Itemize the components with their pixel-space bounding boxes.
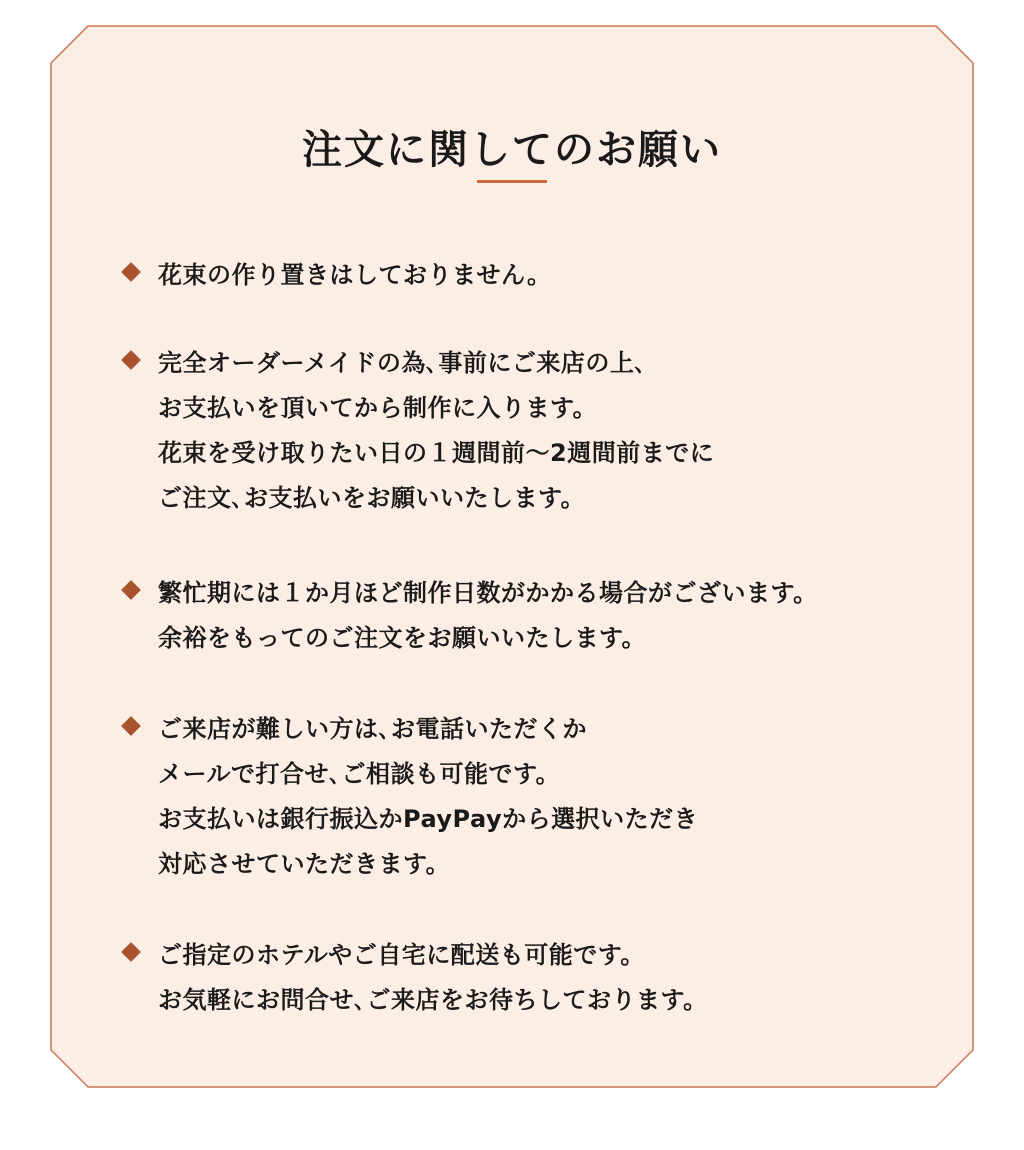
notice-item-busy-season bbox=[122, 571, 962, 661]
notice-item-remote-order bbox=[122, 707, 962, 887]
notice-list bbox=[122, 253, 962, 1066]
notice-line: 完全オーダーメイドの為､事前にご来店の上､ bbox=[158, 349, 647, 377]
notice-line: 繁忙期には１か月ほど制作日数がかかる場合がございます。 bbox=[158, 579, 818, 607]
diamond-icon bbox=[121, 942, 141, 962]
diamond-icon bbox=[121, 716, 141, 736]
notice-line: 対応させていただきます。 bbox=[158, 850, 451, 878]
notice-card bbox=[50, 25, 974, 1088]
notice-line: お支払いは銀行振込かPayPayから選択いただき bbox=[158, 805, 699, 833]
notice-line: ご注文､お支払いをお願いいたします。 bbox=[158, 484, 586, 512]
notice-content bbox=[50, 25, 974, 1088]
notice-line: メールで打合せ､ご相談も可能です。 bbox=[158, 760, 561, 788]
notice-item-delivery bbox=[122, 933, 962, 1023]
diamond-icon bbox=[121, 580, 141, 600]
diamond-icon bbox=[121, 262, 141, 282]
notice-line: 余裕をもってのご注文をお願いいたします。 bbox=[158, 624, 647, 652]
notice-line: お気軽にお問合せ､ご来店をお待ちしております。 bbox=[158, 986, 708, 1014]
notice-title: 注文に関してのお願い bbox=[302, 126, 722, 173]
diamond-icon bbox=[121, 350, 141, 370]
title-underline bbox=[477, 180, 547, 183]
notice-line: お支払いを頂いてから制作に入ります。 bbox=[158, 394, 598, 422]
notice-line: ご来店が難しい方は､お電話いただくか bbox=[158, 715, 587, 743]
notice-line: ご指定のホテルやご自宅に配送も可能です。 bbox=[158, 941, 645, 969]
notice-line: 花束の作り置きはしておりません。 bbox=[158, 261, 552, 289]
notice-line: 花束を受け取りたい日の１週間前～2週間前までに bbox=[158, 439, 715, 467]
notice-item-custom-order bbox=[122, 341, 962, 521]
notice-item-premade bbox=[122, 253, 962, 298]
